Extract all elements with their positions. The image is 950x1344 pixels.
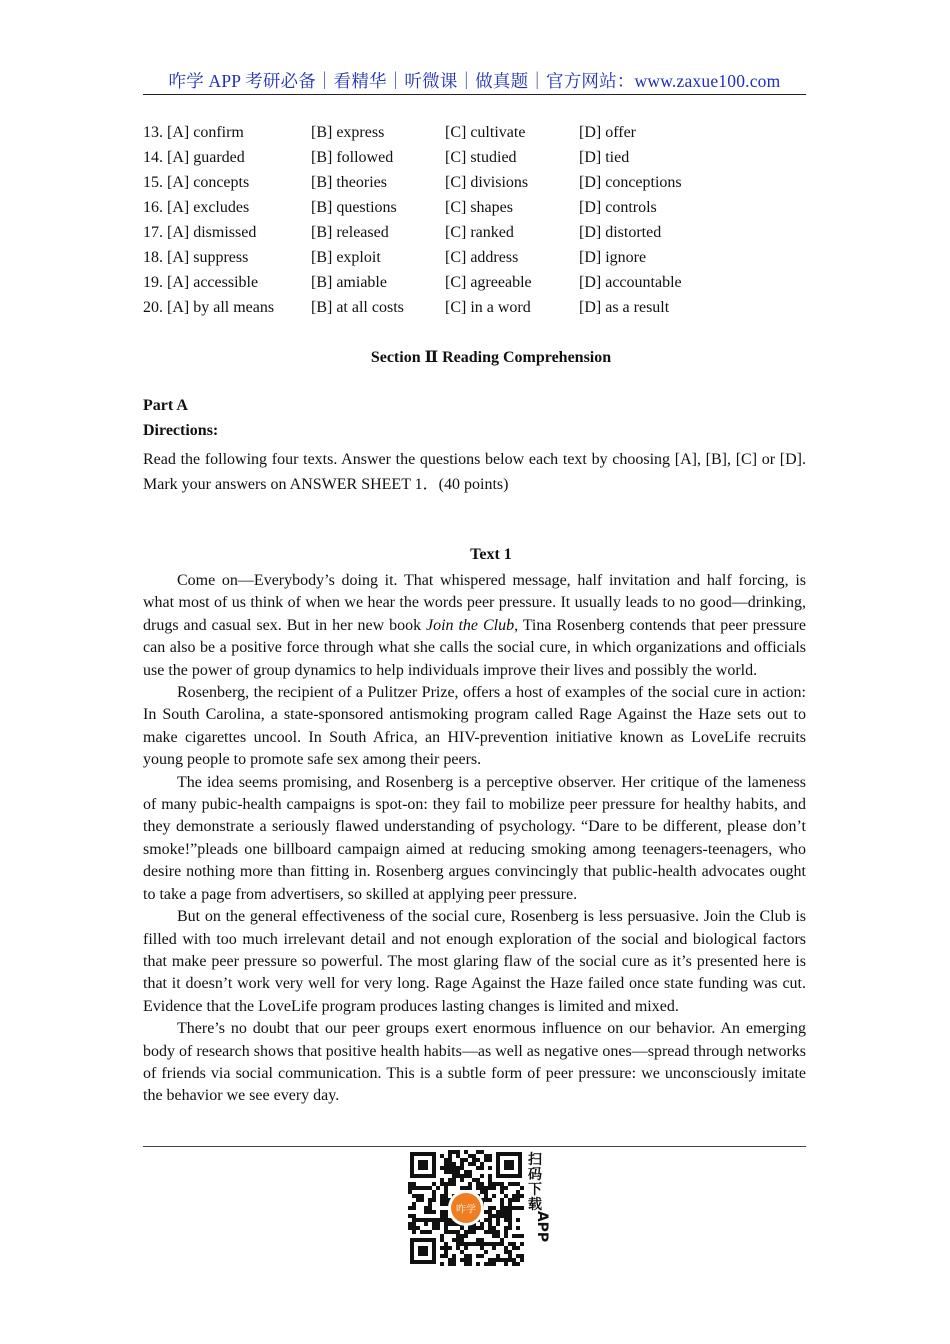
paragraph-5: There’s no doubt that our peer groups exert enormous influence on our behavior. An emerging body of research shows that positive health habits—as well as negative ones—spread through networks of friends via social communication. This is a subtle form of peer pressure: we unconsciously imitate the behavior we see every day. [143,1020,806,1105]
qr-caption-latin: APP [534,1210,551,1243]
paragraph-4: But on the general effectiveness of the social cure, Rosenberg is less persuasive. Join the Club is filled with too much irrelevant detail and not enough exploration of the social and biological factors that make peer pressure so powerful. The most glaring flaw of the social cure as it’s presented here is that it doesn’t work very well for very long. Rage Against the Haze failed once state funding was cut. Evidence that the LoveLife program produces lasting changes is limited and mixed. [143,908,806,1015]
footer-divider [143,1146,806,1147]
option-row-14 [143,147,806,172]
option-d: [D] tied [579,149,630,166]
option-d: [D] controls [579,199,657,216]
option-a: 20. [A] by all means [143,299,275,316]
option-b: [B] amiable [311,274,387,291]
option-row-19 [143,272,806,297]
option-c: [C] shapes [445,199,513,216]
option-a: 19. [A] accessible [143,274,259,291]
option-row-15 [143,172,806,197]
paragraph-1: Come on—Everybody’s doing it. That whispered message, half invitation and half forcing, is what most of us think of when we hear the words peer pressure. It usually leads to no good—drinking, drugs and casual sex. But in her new book Join the Club, Tina Rosenberg contends that peer pressure can also be a positive force through what she calls the social cure, in which organizations and officials use the power of group dynamics to help individuals improve their lives and possibly the world. [143,572,806,679]
option-d: [D] distorted [579,224,662,241]
qr-caption [526,1152,551,1243]
option-row-20 [143,297,806,322]
option-d: [D] as a result [579,299,670,316]
header-text: 咋学 APP 考研必备｜看精华｜听微课｜做真题｜官方网站：www.zaxue100.com [168,71,781,91]
option-a: 15. [A] concepts [143,174,250,191]
option-row-18 [143,247,806,272]
part-heading: Part A [143,397,188,414]
option-d: [D] ignore [579,249,647,266]
option-a: 17. [A] dismissed [143,224,257,241]
option-c: [C] ranked [445,224,514,241]
option-d: [D] accountable [579,274,682,291]
qr-code-icon[interactable] [408,1150,524,1266]
option-row-16 [143,197,806,222]
option-d: [D] conceptions [579,174,682,191]
article-body [143,570,806,1108]
paragraph-3: The idea seems promising, and Rosenberg is a perceptive observer. Her critique of the lameness of many pubic-health campaigns is spot-on: they fail to mobilize peer pressure for healthy habits, and they demonstrate a seriously flawed understanding of psychology. “Dare to be different, please don’t smoke!”pleads one billboard campaign aimed at reducing smoking among teenagers-teenagers, who desire nothing more than fitting in. Rosenberg argues convincingly that public-health advocates ought to take a page from advertisers, so skilled at applying peer pressure. [143,773,806,903]
option-a: 14. [A] guarded [143,149,245,166]
option-d: [D] offer [579,124,637,141]
option-b: [B] followed [311,149,394,166]
option-row-13 [143,122,806,147]
option-b: [B] theories [311,174,387,191]
option-c: [C] agreeable [445,274,532,291]
option-c: [C] studied [445,149,517,166]
option-c: [C] divisions [445,174,529,191]
page-header [143,68,806,95]
option-a: 18. [A] suppress [143,249,249,266]
option-c: [C] cultivate [445,124,526,141]
option-a: 13. [A] confirm [143,124,244,141]
qr-caption-cjk: 扫码下载 [528,1152,542,1213]
text-title: Text 1 [470,546,512,563]
option-b: [B] at all costs [311,299,404,316]
option-c: [C] address [445,249,519,266]
qr-logo-text: 咋学 [456,1204,476,1216]
paragraph-2: Rosenberg, the recipient of a Pulitzer Prize, offers a host of examples of the social cure in action: In South Carolina, a state-sponsored antismoking program called Rage Against the Haze sets out to make cigarettes uncool. In South Africa, an HIV-prevention initiative known as LoveLife recruits young people to promote safe sex among their peers. [143,684,806,769]
option-b: [B] express [311,124,385,141]
directions-text: Read the following four texts. Answer the questions below each text by choosing [A], [B], [C] or [D]. Mark your answers on ANSWER SHEET 1．(40 points) [143,451,806,493]
book-title: Join the Club [426,616,515,634]
option-c: [C] in a word [445,299,531,316]
section-title: Section Ⅱ Reading Comprehension [370,349,612,366]
directions-label: Directions: [143,422,219,439]
option-b: [B] questions [311,199,397,216]
answer-options [143,122,806,322]
option-row-17 [143,222,806,247]
option-a: 16. [A] excludes [143,199,250,216]
option-b: [B] released [311,224,389,241]
option-b: [B] exploit [311,249,381,266]
